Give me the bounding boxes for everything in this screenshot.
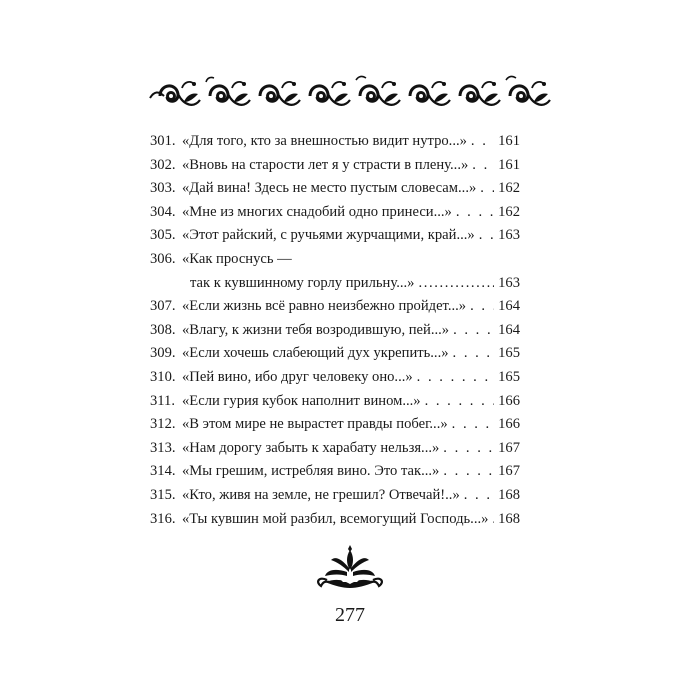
toc-entry-310 — [150, 366, 520, 390]
entry-number: 304. — [150, 203, 176, 220]
leader-dots — [456, 201, 494, 225]
toc-entry-315 — [150, 484, 520, 508]
entry-title: «В этом мире не вырастет правды побег...» — [182, 416, 448, 433]
entry-title: «Если гурия кубок наполнит вином...» — [182, 392, 421, 409]
leader-dots — [443, 437, 494, 461]
entry-page: 167 — [498, 463, 520, 480]
toc-entry-314 — [150, 460, 520, 484]
leader-dots — [418, 272, 494, 296]
toc-entry-309 — [150, 342, 520, 366]
palmette-ornament-icon — [313, 544, 387, 590]
leader-dots — [471, 130, 494, 154]
entry-page: 168 — [498, 510, 520, 527]
entry-number: 310. — [150, 368, 176, 385]
toc-entry-313 — [150, 437, 520, 461]
entry-page: 165 — [498, 345, 520, 362]
entry-number: 312. — [150, 416, 176, 433]
vine-scroll-border-icon — [148, 74, 556, 118]
entry-page: 161 — [498, 156, 520, 173]
leader-dots — [417, 366, 494, 390]
page-number: 277 — [335, 604, 365, 626]
entry-title: «Для того, кто за внешностью видит нутро...» — [182, 133, 467, 149]
entry-page: 163 — [498, 274, 520, 291]
entry-page: 167 — [498, 439, 520, 456]
toc-entry-306 — [150, 248, 520, 295]
entry-page: 166 — [498, 416, 520, 433]
entry-page: 168 — [498, 486, 520, 503]
entry-title: «Этот райский, с ручьями журчащими, край...» — [182, 227, 475, 244]
toc-entry-303 — [150, 177, 520, 201]
toc-entry-301 — [150, 130, 520, 154]
entry-page: 162 — [498, 203, 520, 220]
entry-number: 303. — [150, 180, 176, 197]
entry-page: 164 — [498, 298, 520, 315]
leader-dots — [453, 342, 495, 366]
entry-number: 302. — [150, 156, 176, 173]
entry-title: «Дай вина! Здесь не место пустым словесам...» — [182, 180, 477, 197]
entry-page: 164 — [498, 321, 520, 338]
entry-page: 161 — [498, 133, 520, 149]
entry-number: 305. — [150, 227, 176, 244]
leader-dots — [425, 390, 495, 414]
toc-entry-308 — [150, 319, 520, 343]
entry-number: 308. — [150, 321, 176, 338]
toc-entry-311 — [150, 390, 520, 414]
toc-entry-307 — [150, 295, 520, 319]
entry-title: «Мы грешим, истребляя вино. Это так...» — [182, 463, 440, 480]
leader-dots — [452, 413, 494, 437]
entry-title: «Пей вино, ибо друг человеку оно...» — [182, 368, 413, 385]
entry-title: «Влагу, к жизни тебя возродившую, пей...» — [182, 321, 450, 338]
entry-number: 316. — [150, 510, 176, 527]
entry-page: 163 — [498, 227, 520, 244]
entry-number: 301. — [150, 133, 176, 149]
entry-page: 166 — [498, 392, 520, 409]
entry-page: 165 — [498, 368, 520, 385]
entry-title-continued: так к кувшинному горлу прильну...» — [190, 274, 415, 291]
entry-title: «Если хочешь слабеющий дух укрепить...» — [182, 345, 449, 362]
entry-number: 313. — [150, 439, 176, 456]
entry-number: 314. — [150, 463, 176, 480]
toc-entry-302 — [150, 154, 520, 178]
leader-dots — [480, 177, 494, 201]
entry-number: 306. — [150, 250, 176, 267]
entry-title: «Если жизнь всё равно неизбежно пройдет...» — [182, 298, 467, 315]
entry-number: 307. — [150, 298, 176, 315]
toc-entry-312 — [150, 413, 520, 437]
entry-page: 162 — [498, 180, 520, 197]
leader-dots — [470, 295, 494, 319]
leader-dots — [464, 484, 494, 508]
entry-title: «Нам дорогу забыть к харабату нельзя...» — [182, 439, 440, 456]
entry-number: 311. — [150, 392, 175, 409]
entry-title: «Ты кувшин мой разбил, всемогущий Господь...» — [182, 510, 489, 527]
leader-dots — [453, 319, 494, 343]
table-of-contents — [150, 130, 520, 531]
toc-entry-305 — [150, 224, 520, 248]
entry-number: 309. — [150, 345, 176, 362]
entry-title: «Кто, живя на земле, не грешил? Отвечай!..» — [182, 486, 460, 503]
leader-dots — [443, 460, 494, 484]
entry-title: «Вновь на старости лет я у страсти в плену...» — [182, 156, 469, 173]
leader-dots — [479, 224, 494, 248]
leader-dots — [492, 508, 494, 532]
entry-title: «Как проснусь — — [182, 250, 292, 267]
entry-number: 315. — [150, 486, 176, 503]
toc-entry-316 — [150, 508, 520, 532]
toc-entry-304 — [150, 201, 520, 225]
leader-dots — [472, 154, 494, 178]
entry-title: «Мне из многих снадобий одно принеси...» — [182, 203, 452, 220]
